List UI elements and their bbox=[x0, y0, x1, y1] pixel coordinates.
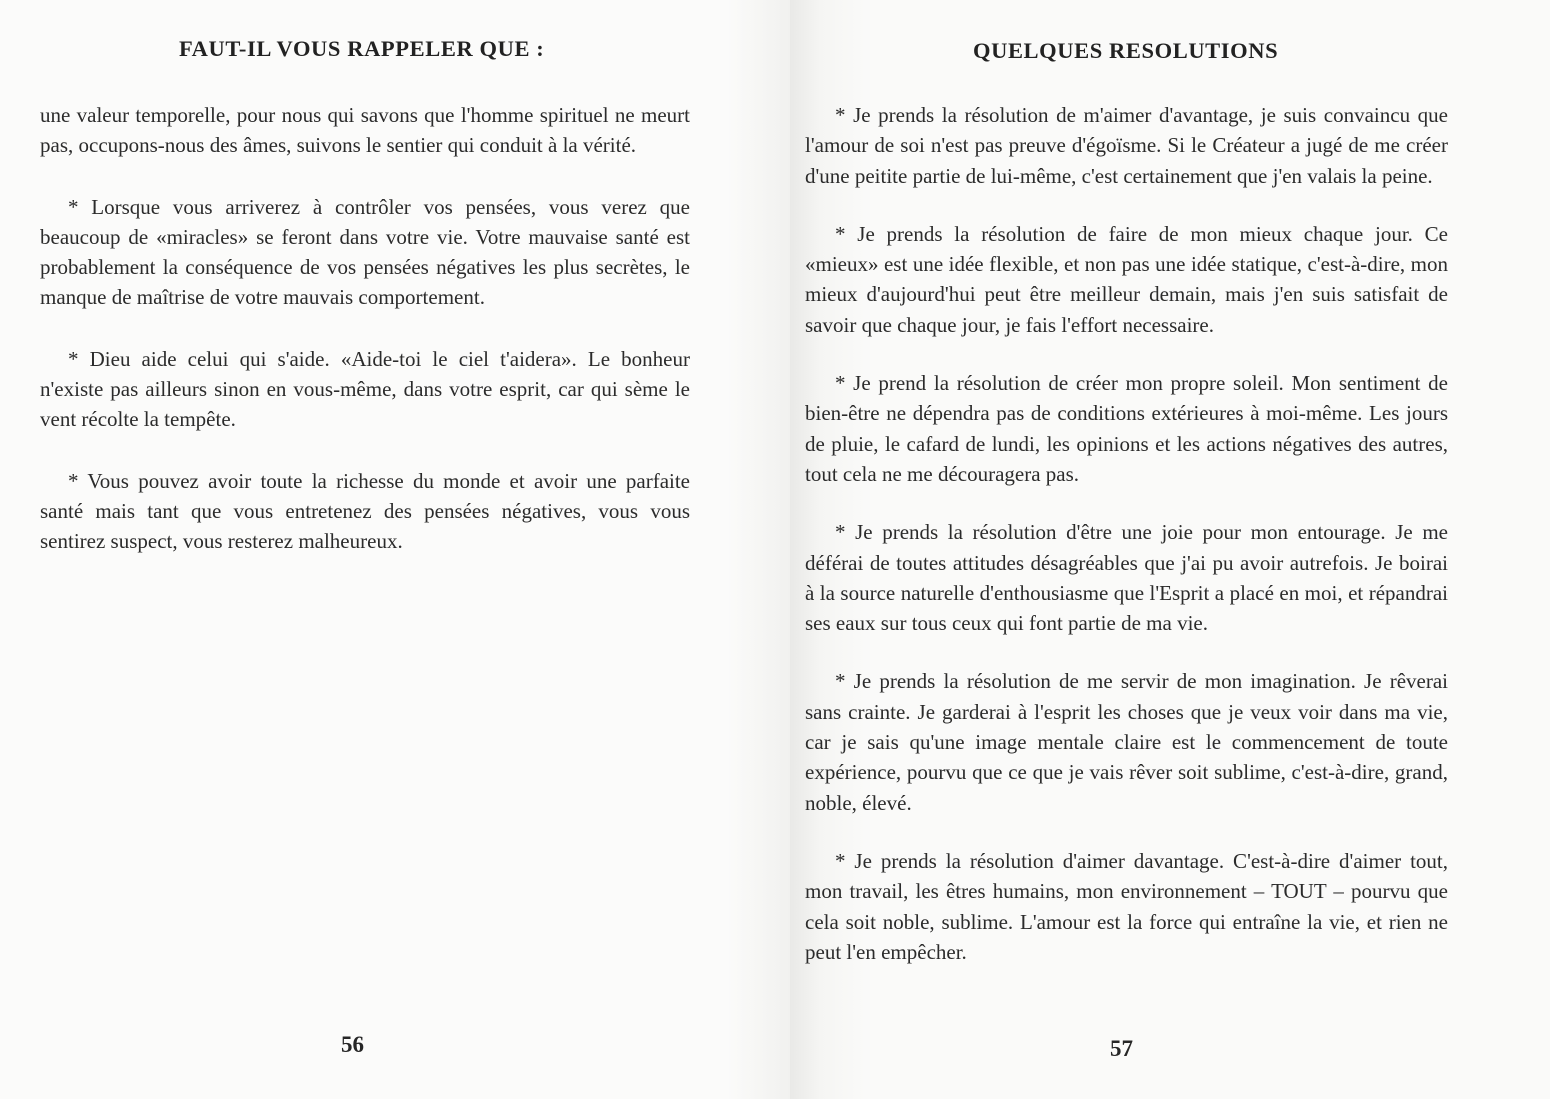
paragraph: * Je prends la résolution d'être une joie pour mon entourage. Je me déférai de toutes attitudes désagréables que j'ai pu avoir autrefois. Je boirai à la source naturelle d'enthousiasme que l'Esprit a placé en moi, et répandrai ses eaux sur tous ceux qui font partie de ma vie. bbox=[805, 520, 1448, 636]
paragraph: * Je prends la résolution de m'aimer d'avantage, je suis convaincu que l'amour de soi n'est pas preuve d'égoïsme. Si le Créateur a jugé de me créer d'une peitite partie de lui-même, c'est certainement que j'en valais la peine. bbox=[805, 103, 1448, 188]
paragraph: * Je prends la résolution de me servir de mon imagination. Je rêverai sans crainte. Je garderai à l'esprit les choses que je veux voir dans ma vie, car je sais qu'une image mentale claire est le commencement de toute expérience, pourvu que ce que je vais rêver soit sublime, c'est-à-dire, grand, noble, élevé. bbox=[805, 669, 1448, 815]
page-title: FAUT-IL VOUS RAPPELER QUE : bbox=[179, 36, 545, 61]
paragraph: * Vous pouvez avoir toute la richesse du monde et avoir une parfaite santé mais tant que vous entretenez des pensées négatives, vous vous sentirez suspect, vous resterez malheureux. bbox=[40, 468, 690, 554]
paragraph: une valeur temporelle, pour nous qui savons que l'homme spirituel ne meurt pas, occupons-nous des âmes, suivons le sentier qui conduit à la vérité. bbox=[40, 103, 690, 158]
paragraph: * Je prend la résolution de créer mon propre soleil. Mon sentiment de bien-être ne dépendra pas de conditions extérieures à moi-même. Les jours de pluie, le cafard de lundi, les opinions et les actions négatives des autres, tout cela ne me découragera pas. bbox=[805, 371, 1448, 486]
page-title: QUELQUES RESOLUTIONS bbox=[973, 38, 1279, 63]
paragraph: * Je prends la résolution de faire de mon mieux chaque jour. Ce «mieux» est une idée flexible, et non pas une idée statique, c'est-à-dire, mon mieux d'aujourd'hui peut être meilleur demain, mais j'en suis satisfait de savoir que chaque jour, je fais l'effort necessaire. bbox=[805, 221, 1448, 337]
right-page bbox=[790, 0, 1550, 1099]
paragraph: * Lorsque vous arriverez à contrôler vos pensées, vous verez que beaucoup de «miracles» se feront dans votre vie. Votre mauvaise santé est probablement la conséquence de vos pensées négatives les plus secrètes, le manque de maîtrise de votre mauvais comportement. bbox=[40, 194, 690, 310]
page-number: 56 bbox=[341, 1032, 364, 1057]
page-body bbox=[40, 100, 690, 588]
page-body bbox=[805, 100, 1448, 995]
paragraph: * Dieu aide celui qui s'aide. «Aide-toi le ciel t'aidera». Le bonheur n'existe pas ailleurs sinon en vous-même, dans votre esprit, car qui sème le vent récolte la tempête. bbox=[40, 346, 690, 432]
page-number: 57 bbox=[1110, 1036, 1133, 1061]
paragraph: * Je prends la résolution d'aimer davantage. C'est-à-dire d'aimer tout, mon travail, les êtres humains, mon environnement – TOUT – pourvu que cela soit noble, sublime. L'amour est la force qui entraîne la vie, et rien ne peut l'en empêcher. bbox=[805, 848, 1448, 964]
